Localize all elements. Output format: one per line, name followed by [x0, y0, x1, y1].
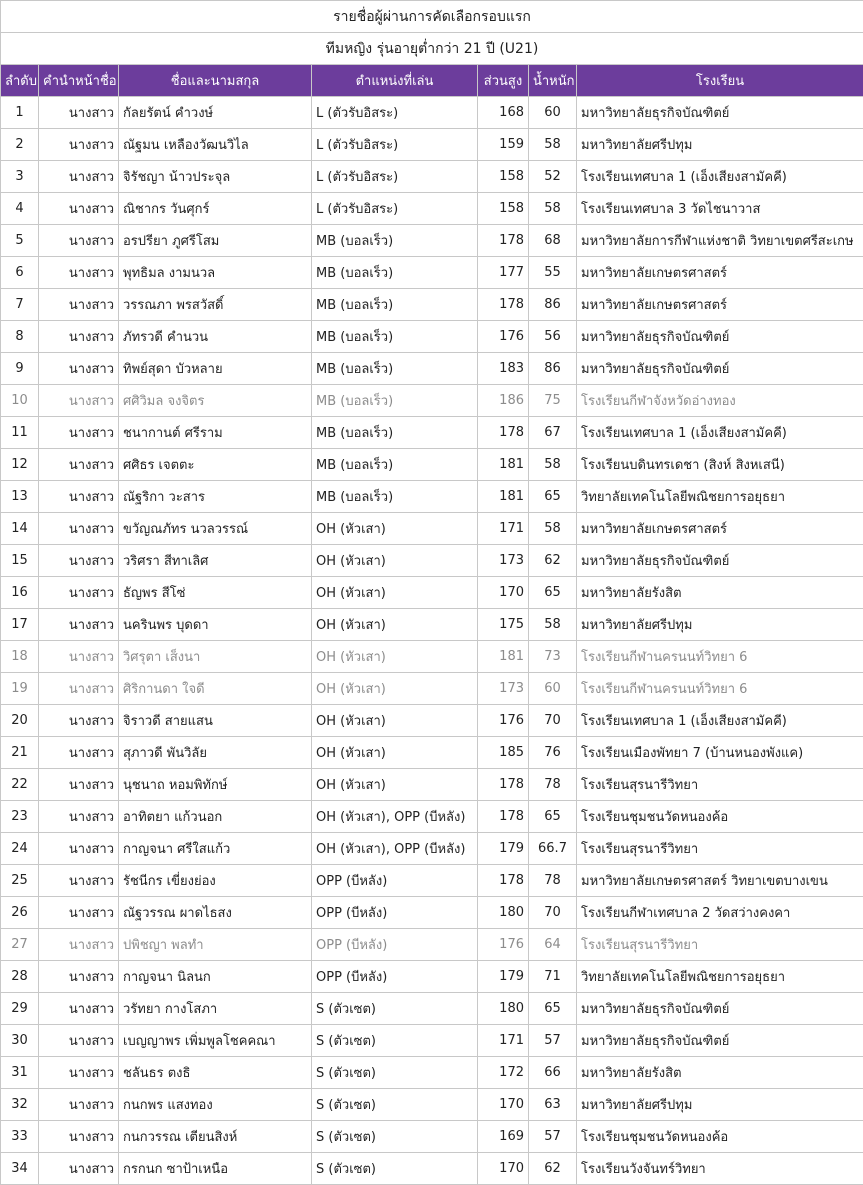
cell-name: พุทธิมล งามนวล [119, 257, 312, 289]
cell-height: 183 [478, 353, 529, 385]
cell-no: 27 [1, 929, 39, 961]
table-row [1, 833, 863, 865]
cell-school: โรงเรียนกีฬานครนนท์วิทยา 6 [577, 673, 863, 705]
cell-school: มหาวิทยาลัยธุรกิจบัณฑิตย์ [577, 97, 863, 129]
table-row [1, 1089, 863, 1121]
cell-weight: 70 [529, 897, 577, 929]
cell-prefix: นางสาว [39, 801, 119, 833]
cell-school: โรงเรียนกีฬาจังหวัดอ่างทอง [577, 385, 863, 417]
cell-prefix: นางสาว [39, 1153, 119, 1185]
cell-no: 26 [1, 897, 39, 929]
cell-position: OH (หัวเสา) [312, 737, 478, 769]
table-row [1, 449, 863, 481]
cell-school: โรงเรียนชุมชนวัดหนองค้อ [577, 1121, 863, 1153]
cell-weight: 75 [529, 385, 577, 417]
cell-prefix: นางสาว [39, 833, 119, 865]
table-row [1, 769, 863, 801]
table-row [1, 993, 863, 1025]
cell-prefix: นางสาว [39, 193, 119, 225]
cell-height: 171 [478, 1025, 529, 1057]
cell-no: 11 [1, 417, 39, 449]
cell-no: 17 [1, 609, 39, 641]
cell-no: 34 [1, 1153, 39, 1185]
cell-school: มหาวิทยาลัยเกษตรศาสตร์ วิทยาเขตบางเขน [577, 865, 863, 897]
cell-weight: 73 [529, 641, 577, 673]
cell-name: กัลยรัตน์ คำวงษ์ [119, 97, 312, 129]
cell-position: OH (หัวเสา) [312, 641, 478, 673]
cell-no: 14 [1, 513, 39, 545]
table-row [1, 257, 863, 289]
cell-school: โรงเรียนเทศบาล 1 (เอ็งเสียงสามัคคี) [577, 417, 863, 449]
cell-position: MB (บอลเร็ว) [312, 481, 478, 513]
cell-position: MB (บอลเร็ว) [312, 385, 478, 417]
table-row [1, 1057, 863, 1089]
header-school: โรงเรียน [577, 65, 863, 97]
cell-height: 168 [478, 97, 529, 129]
cell-name: กาญจนา นิลนก [119, 961, 312, 993]
cell-weight: 60 [529, 673, 577, 705]
cell-position: OH (หัวเสา) [312, 513, 478, 545]
cell-weight: 67 [529, 417, 577, 449]
cell-prefix: นางสาว [39, 865, 119, 897]
cell-school: มหาวิทยาลัยเกษตรศาสตร์ [577, 513, 863, 545]
cell-prefix: นางสาว [39, 1057, 119, 1089]
cell-school: โรงเรียนชุมชนวัดหนองค้อ [577, 801, 863, 833]
cell-prefix: นางสาว [39, 737, 119, 769]
cell-position: L (ตัวรับอิสระ) [312, 161, 478, 193]
table-row [1, 865, 863, 897]
cell-height: 159 [478, 129, 529, 161]
cell-position: MB (บอลเร็ว) [312, 257, 478, 289]
cell-height: 173 [478, 545, 529, 577]
cell-prefix: นางสาว [39, 897, 119, 929]
cell-height: 176 [478, 321, 529, 353]
cell-prefix: นางสาว [39, 129, 119, 161]
cell-position: OH (หัวเสา) [312, 769, 478, 801]
cell-weight: 58 [529, 609, 577, 641]
page-subtitle: ทีมหญิง รุ่นอายุต่ำกว่า 21 ปี (U21) [1, 33, 863, 65]
table-row [1, 353, 863, 385]
cell-weight: 62 [529, 545, 577, 577]
table-row [1, 513, 863, 545]
cell-school: มหาวิทยาลัยศรีปทุม [577, 609, 863, 641]
subtitle-row [1, 33, 863, 65]
cell-height: 170 [478, 1153, 529, 1185]
cell-weight: 68 [529, 225, 577, 257]
cell-weight: 58 [529, 513, 577, 545]
table-row [1, 1025, 863, 1057]
cell-height: 158 [478, 193, 529, 225]
cell-prefix: นางสาว [39, 1089, 119, 1121]
cell-no: 30 [1, 1025, 39, 1057]
cell-name: ธัญพร สีโซ่ [119, 577, 312, 609]
header-prefix: คำนำหน้าชื่อ [39, 65, 119, 97]
cell-no: 12 [1, 449, 39, 481]
cell-name: วรรณภา พรสวัสดิ์ [119, 289, 312, 321]
cell-weight: 86 [529, 353, 577, 385]
cell-height: 180 [478, 993, 529, 1025]
cell-no: 5 [1, 225, 39, 257]
header-no: ลำดับ [1, 65, 39, 97]
cell-height: 179 [478, 961, 529, 993]
table-row [1, 129, 863, 161]
table-row [1, 737, 863, 769]
cell-school: โรงเรียนกีฬานครนนท์วิทยา 6 [577, 641, 863, 673]
cell-school: มหาวิทยาลัยธุรกิจบัณฑิตย์ [577, 321, 863, 353]
cell-weight: 58 [529, 193, 577, 225]
cell-position: S (ตัวเซต) [312, 993, 478, 1025]
table-row [1, 321, 863, 353]
cell-school: มหาวิทยาลัยธุรกิจบัณฑิตย์ [577, 993, 863, 1025]
table-row [1, 673, 863, 705]
table-row [1, 1153, 863, 1185]
cell-position: OPP (บีหลัง) [312, 897, 478, 929]
cell-weight: 56 [529, 321, 577, 353]
cell-name: กนกพร แสงทอง [119, 1089, 312, 1121]
cell-name: ภัทรวดี คำนวน [119, 321, 312, 353]
cell-no: 8 [1, 321, 39, 353]
cell-height: 172 [478, 1057, 529, 1089]
cell-height: 169 [478, 1121, 529, 1153]
table-row [1, 929, 863, 961]
cell-weight: 60 [529, 97, 577, 129]
cell-school: โรงเรียนสุรนารีวิทยา [577, 769, 863, 801]
cell-no: 6 [1, 257, 39, 289]
cell-prefix: นางสาว [39, 705, 119, 737]
cell-school: มหาวิทยาลัยรังสิต [577, 1057, 863, 1089]
cell-no: 33 [1, 1121, 39, 1153]
cell-school: มหาวิทยาลัยศรีปทุม [577, 129, 863, 161]
table-row [1, 385, 863, 417]
table-row [1, 641, 863, 673]
cell-height: 178 [478, 801, 529, 833]
cell-position: L (ตัวรับอิสระ) [312, 129, 478, 161]
cell-name: กรกนก ซาป้าเหนือ [119, 1153, 312, 1185]
cell-name: กาญจนา ศรีใสแก้ว [119, 833, 312, 865]
cell-position: OH (หัวเสา) [312, 545, 478, 577]
cell-weight: 62 [529, 1153, 577, 1185]
cell-school: มหาวิทยาลัยรังสิต [577, 577, 863, 609]
cell-weight: 58 [529, 129, 577, 161]
cell-school: วิทยาลัยเทคโนโลยีพณิชยการอยุธยา [577, 481, 863, 513]
cell-prefix: นางสาว [39, 481, 119, 513]
cell-height: 173 [478, 673, 529, 705]
cell-height: 170 [478, 577, 529, 609]
cell-name: ชนากานต์ ศรีราม [119, 417, 312, 449]
cell-no: 9 [1, 353, 39, 385]
cell-no: 23 [1, 801, 39, 833]
cell-name: ศศิธร เจตตะ [119, 449, 312, 481]
cell-weight: 78 [529, 865, 577, 897]
cell-position: MB (บอลเร็ว) [312, 417, 478, 449]
table-row [1, 225, 863, 257]
cell-no: 19 [1, 673, 39, 705]
cell-prefix: นางสาว [39, 545, 119, 577]
table-row [1, 705, 863, 737]
header-weight: น้ำหนัก [529, 65, 577, 97]
cell-position: L (ตัวรับอิสระ) [312, 193, 478, 225]
cell-position: L (ตัวรับอิสระ) [312, 97, 478, 129]
cell-name: อรปรียา ภูศรีโสม [119, 225, 312, 257]
cell-no: 25 [1, 865, 39, 897]
table-row [1, 1121, 863, 1153]
table-row [1, 577, 863, 609]
cell-name: กนกวรรณ เตียนสิงห์ [119, 1121, 312, 1153]
cell-prefix: นางสาว [39, 161, 119, 193]
cell-school: มหาวิทยาลัยเกษตรศาสตร์ [577, 289, 863, 321]
cell-position: MB (บอลเร็ว) [312, 321, 478, 353]
cell-weight: 66 [529, 1057, 577, 1089]
cell-height: 170 [478, 1089, 529, 1121]
table-row [1, 801, 863, 833]
cell-prefix: นางสาว [39, 673, 119, 705]
cell-weight: 52 [529, 161, 577, 193]
table-row [1, 289, 863, 321]
cell-no: 2 [1, 129, 39, 161]
cell-position: MB (บอลเร็ว) [312, 225, 478, 257]
cell-prefix: นางสาว [39, 417, 119, 449]
cell-prefix: นางสาว [39, 609, 119, 641]
table-row [1, 609, 863, 641]
cell-school: มหาวิทยาลัยธุรกิจบัณฑิตย์ [577, 1025, 863, 1057]
cell-no: 4 [1, 193, 39, 225]
cell-weight: 58 [529, 449, 577, 481]
cell-name: ทิพย์สุดา บัวหลาย [119, 353, 312, 385]
cell-height: 171 [478, 513, 529, 545]
table-row [1, 897, 863, 929]
cell-school: โรงเรียนเมืองพัทยา 7 (บ้านหนองพังแค) [577, 737, 863, 769]
table-row [1, 97, 863, 129]
cell-prefix: นางสาว [39, 993, 119, 1025]
cell-name: วริศรา สีทาเลิศ [119, 545, 312, 577]
cell-school: โรงเรียนเทศบาล 3 วัดไชนาวาส [577, 193, 863, 225]
cell-position: S (ตัวเซต) [312, 1089, 478, 1121]
cell-no: 1 [1, 97, 39, 129]
cell-prefix: นางสาว [39, 225, 119, 257]
cell-weight: 78 [529, 769, 577, 801]
cell-height: 176 [478, 705, 529, 737]
cell-name: รัชนีกร เขี่ยงย่อง [119, 865, 312, 897]
cell-no: 13 [1, 481, 39, 513]
cell-name: วิศรุตา เส็งนา [119, 641, 312, 673]
cell-school: มหาวิทยาลัยธุรกิจบัณฑิตย์ [577, 545, 863, 577]
cell-name: ณิชากร วันศุกร์ [119, 193, 312, 225]
cell-name: ณัฐมน เหลืองวัฒนวิไล [119, 129, 312, 161]
table-row [1, 417, 863, 449]
cell-no: 28 [1, 961, 39, 993]
cell-no: 32 [1, 1089, 39, 1121]
cell-weight: 65 [529, 577, 577, 609]
cell-school: โรงเรียนวังจันทร์วิทยา [577, 1153, 863, 1185]
cell-no: 21 [1, 737, 39, 769]
header-height: ส่วนสูง [478, 65, 529, 97]
cell-height: 186 [478, 385, 529, 417]
cell-prefix: นางสาว [39, 961, 119, 993]
cell-name: จิรัชญา น้าวประจุล [119, 161, 312, 193]
cell-height: 179 [478, 833, 529, 865]
cell-weight: 86 [529, 289, 577, 321]
cell-height: 178 [478, 865, 529, 897]
cell-prefix: นางสาว [39, 929, 119, 961]
cell-weight: 65 [529, 993, 577, 1025]
cell-name: ศศิวิมล จงจิตร [119, 385, 312, 417]
cell-name: ศิริกานดา ใจดี [119, 673, 312, 705]
cell-position: MB (บอลเร็ว) [312, 353, 478, 385]
cell-height: 180 [478, 897, 529, 929]
cell-position: OH (หัวเสา) [312, 673, 478, 705]
cell-name: สุภาวดี พันวิลัย [119, 737, 312, 769]
cell-height: 178 [478, 417, 529, 449]
cell-weight: 66.7 [529, 833, 577, 865]
column-header-row [1, 65, 863, 97]
cell-school: มหาวิทยาลัยธุรกิจบัณฑิตย์ [577, 353, 863, 385]
cell-prefix: นางสาว [39, 577, 119, 609]
cell-school: วิทยาลัยเทคโนโลยีพณิชยการอยุธยา [577, 961, 863, 993]
cell-prefix: นางสาว [39, 289, 119, 321]
cell-weight: 64 [529, 929, 577, 961]
cell-no: 24 [1, 833, 39, 865]
cell-weight: 55 [529, 257, 577, 289]
cell-no: 29 [1, 993, 39, 1025]
cell-position: S (ตัวเซต) [312, 1025, 478, 1057]
table-row [1, 193, 863, 225]
page-title: รายชื่อผู้ผ่านการคัดเลือกรอบแรก [1, 1, 863, 33]
cell-position: S (ตัวเซต) [312, 1121, 478, 1153]
cell-weight: 70 [529, 705, 577, 737]
table-row [1, 481, 863, 513]
cell-prefix: นางสาว [39, 1025, 119, 1057]
cell-height: 176 [478, 929, 529, 961]
cell-height: 178 [478, 225, 529, 257]
cell-position: MB (บอลเร็ว) [312, 289, 478, 321]
cell-name: ชลันธร ตงธิ [119, 1057, 312, 1089]
title-row [1, 1, 863, 33]
cell-position: OH (หัวเสา) [312, 577, 478, 609]
cell-name: ขวัญณภัทร นวลวรรณ์ [119, 513, 312, 545]
cell-no: 7 [1, 289, 39, 321]
cell-name: นุชนาถ หอมพิทักษ์ [119, 769, 312, 801]
cell-name: เบญญาพร เพิ่มพูลโชคคณา [119, 1025, 312, 1057]
table-row [1, 961, 863, 993]
cell-position: S (ตัวเซต) [312, 1153, 478, 1185]
cell-name: จิราวดี สายแสน [119, 705, 312, 737]
cell-weight: 63 [529, 1089, 577, 1121]
cell-name: อาทิตยา แก้วนอก [119, 801, 312, 833]
cell-prefix: นางสาว [39, 641, 119, 673]
cell-prefix: นางสาว [39, 449, 119, 481]
cell-school: โรงเรียนสุรนารีวิทยา [577, 833, 863, 865]
cell-name: วรัทยา กางโสภา [119, 993, 312, 1025]
cell-weight: 57 [529, 1121, 577, 1153]
cell-position: OH (หัวเสา), OPP (บีหลัง) [312, 833, 478, 865]
cell-height: 178 [478, 289, 529, 321]
cell-name: ปพิชญา พลทำ [119, 929, 312, 961]
cell-school: มหาวิทยาลัยศรีปทุม [577, 1089, 863, 1121]
cell-name: ณัฐวรรณ ผาดไธสง [119, 897, 312, 929]
cell-position: OH (หัวเสา) [312, 609, 478, 641]
header-name: ชื่อและนามสกุล [119, 65, 312, 97]
cell-position: OPP (บีหลัง) [312, 929, 478, 961]
cell-no: 22 [1, 769, 39, 801]
cell-position: OH (หัวเสา), OPP (บีหลัง) [312, 801, 478, 833]
cell-no: 15 [1, 545, 39, 577]
cell-height: 158 [478, 161, 529, 193]
cell-no: 3 [1, 161, 39, 193]
cell-prefix: นางสาว [39, 257, 119, 289]
cell-prefix: นางสาว [39, 353, 119, 385]
roster-body [1, 97, 863, 1185]
cell-school: มหาวิทยาลัยเกษตรศาสตร์ [577, 257, 863, 289]
cell-height: 181 [478, 481, 529, 513]
cell-prefix: นางสาว [39, 513, 119, 545]
cell-position: MB (บอลเร็ว) [312, 449, 478, 481]
table-row [1, 545, 863, 577]
cell-school: โรงเรียนเทศบาล 1 (เอ็งเสียงสามัคคี) [577, 161, 863, 193]
cell-prefix: นางสาว [39, 321, 119, 353]
cell-no: 16 [1, 577, 39, 609]
cell-prefix: นางสาว [39, 385, 119, 417]
cell-name: นครินพร บุดดา [119, 609, 312, 641]
cell-position: OPP (บีหลัง) [312, 865, 478, 897]
cell-height: 175 [478, 609, 529, 641]
cell-height: 177 [478, 257, 529, 289]
cell-name: ณัฐริกา วะสาร [119, 481, 312, 513]
cell-position: OPP (บีหลัง) [312, 961, 478, 993]
cell-no: 31 [1, 1057, 39, 1089]
cell-school: โรงเรียนเทศบาล 1 (เอ็งเสียงสามัคคี) [577, 705, 863, 737]
cell-school: โรงเรียนกีฬาเทศบาล 2 วัดสว่างคงคา [577, 897, 863, 929]
cell-height: 181 [478, 641, 529, 673]
cell-position: OH (หัวเสา) [312, 705, 478, 737]
cell-weight: 71 [529, 961, 577, 993]
cell-no: 10 [1, 385, 39, 417]
cell-no: 20 [1, 705, 39, 737]
table-row [1, 161, 863, 193]
header-position: ตำแหน่งที่เล่น [312, 65, 478, 97]
cell-height: 181 [478, 449, 529, 481]
cell-weight: 57 [529, 1025, 577, 1057]
cell-position: S (ตัวเซต) [312, 1057, 478, 1089]
cell-no: 18 [1, 641, 39, 673]
cell-school: โรงเรียนสุรนารีวิทยา [577, 929, 863, 961]
cell-weight: 76 [529, 737, 577, 769]
cell-prefix: นางสาว [39, 1121, 119, 1153]
cell-weight: 65 [529, 481, 577, 513]
cell-prefix: นางสาว [39, 769, 119, 801]
cell-prefix: นางสาว [39, 97, 119, 129]
cell-school: โรงเรียนบดินทรเดชา (สิงห์ สิงหเสนี) [577, 449, 863, 481]
cell-school: มหาวิทยาลัยการกีฬาแห่งชาติ วิทยาเขตศรีสะเกษ [577, 225, 863, 257]
cell-weight: 65 [529, 801, 577, 833]
cell-height: 178 [478, 769, 529, 801]
cell-height: 185 [478, 737, 529, 769]
